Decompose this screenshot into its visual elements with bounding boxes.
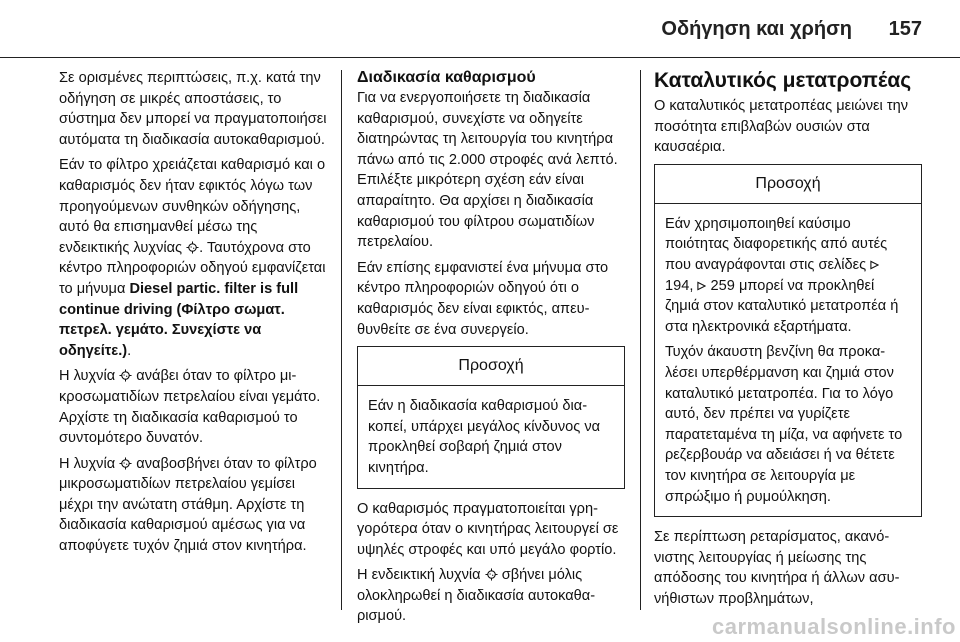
caution-box bbox=[357, 346, 625, 488]
text: . Ταυτόχρονα στο κέντρο πληροφοριών οδηγού εμφανίζεται το μήνυμα bbox=[59, 239, 326, 297]
caution-text: Τυχόν άκαυστη βενζίνη θα προκαλέσει υπερθέρμανση και ζημιά στον καταλυτικό μετατροπέα. Για το λόγο αυτό, δεν πρέπει να γυρίζετε παρατεταμένα τη μίζα, να αφήνετε το ρεζερβουάρ να αδειάσει ή να θέτετε τον κινητήρα σε λειτουργία με σπρώξιμο ή ρυμούλκηση. bbox=[665, 344, 903, 505]
page-reference[interactable]: 194 bbox=[665, 277, 690, 294]
page-header bbox=[0, 0, 960, 58]
column-divider bbox=[640, 70, 641, 610]
caution-text: Εάν χρησιμοποιηθεί καύσιμο ποιότητας διαφορετικής από αυτές που αναγράφονται στις σελίδες 194, 259 μπορεί να προκληθεί ζημιά στον καταλυτικό μετατροπέα ή στα ηλεκτρονικά εξαρτήματα. bbox=[665, 215, 899, 335]
text: μπορεί να προκληθεί ζημιά στον καταλυτικό μετατροπέα ή στα ηλεκτρονικά εξαρτήματα. bbox=[665, 277, 899, 335]
paragraph: Εάν επίσης εμφανιστεί ένα μήνυμα στο κέντρο πληροφοριών οδηγού ότι ο καθαρισμός δεν είναι εφικτός, απευθυνθείτε σε ένα συνεργείο. bbox=[357, 259, 609, 338]
page-reference-arrow-icon bbox=[870, 260, 879, 270]
diesel-particulate-filter-lamp-icon bbox=[119, 457, 132, 470]
paragraph: Σε περίπτωση ρεταρίσματος, ακανόνιστης λειτουργίας ή μείωσης της απόδοσης του κινητήρα ή άλλων ασυνήθιστων προβλημάτων, bbox=[654, 529, 900, 607]
driver-info-message: Diesel partic. filter is full continue driving (Φίλτρο σωματ. πετρελ. γεμάτο. Συνεχίστε να οδηγείτε.) bbox=[59, 280, 299, 359]
text: Η λυχνία bbox=[59, 368, 116, 385]
diesel-particulate-filter-lamp-icon bbox=[119, 369, 132, 382]
paragraph: Ο καθαρισμός πραγματοποιείται γρηγορότερα όταν ο κινητήρας λειτουργεί σε υψηλές στροφές και υπό μεγάλο φορτίο. bbox=[357, 500, 619, 558]
section-heading: Καταλυτικός μετατροπέας bbox=[654, 69, 912, 92]
section-heading: Διαδικασία καθαρισμού bbox=[357, 69, 536, 86]
paragraph bbox=[59, 366, 327, 448]
caution-title: Προσοχή bbox=[655, 165, 921, 204]
paragraph bbox=[357, 565, 625, 627]
text: ανάβει όταν το φίλτρο μικροσωματιδίων πετρελαίου είναι γεμάτο. Αρχίστε τη διαδικασία καθαρισμού το συντομότερο δυνατόν. bbox=[59, 368, 321, 447]
page-number: 157 bbox=[888, 18, 922, 40]
column-divider bbox=[341, 70, 342, 610]
caution-title: Προσοχή bbox=[358, 347, 624, 386]
paragraph: Ο καταλυτικός μετατροπέας μειώνει την ποσότητα επιβλαβών ουσιών στα καυσαέρια. bbox=[654, 98, 909, 156]
caution-box bbox=[654, 164, 922, 517]
caution-text: Εάν η διαδικασία καθαρισμού διακοπεί, υπάρχει μεγάλος κίνδυνος να προκληθεί σοβαρή ζημιά στον κινητήρα. bbox=[368, 398, 601, 476]
text: Η λυχνία bbox=[59, 455, 116, 472]
paragraph bbox=[59, 454, 327, 557]
header-rule bbox=[0, 57, 960, 58]
page-title: Οδήγηση και χρήση bbox=[661, 18, 852, 40]
column-2 bbox=[357, 68, 625, 632]
text: Εάν το φίλτρο χρειάζεται καθαρισμό και ο καθαρισμός δεν ήταν εφικτός λόγω των προηγούμενων συνθηκών οδήγησης, αυτό θα επισημανθεί μέσω της ενδεικτικής λυχνίας bbox=[59, 157, 326, 256]
text: Η ενδεικτική λυχνία bbox=[357, 567, 481, 584]
watermark: carmanualsonline.info bbox=[712, 614, 956, 639]
column-3 bbox=[654, 68, 922, 614]
paragraph: Για να ενεργοποιήσετε τη διαδικασία καθαρισμού, συνεχίστε να οδηγείτε διατηρώντας τη λειτουργία του κινητήρα πάνω από τις 2.000 στροφές ανά λεπτό. Επιλέξτε μικρότερη σχέση εάν είναι απαραίτητο. Θα αρχίσει η διαδικασία καθαρισμού του φίλτρου σωματιδίων πετρελαίου. bbox=[357, 90, 618, 251]
column-1 bbox=[59, 68, 327, 562]
text: . bbox=[127, 342, 132, 359]
text: σβήνει μόλις ολοκληρωθεί η διαδικασία αυτοκαθαρισμού. bbox=[357, 567, 596, 625]
diesel-particulate-filter-lamp-icon bbox=[485, 568, 498, 581]
diesel-particulate-filter-lamp-icon bbox=[186, 241, 199, 254]
text: Εάν χρησιμοποιηθεί καύσιμο ποιότητας διαφορετικής από αυτές που αναγράφονται στις σελίδες bbox=[665, 215, 888, 273]
page-reference[interactable]: 259 bbox=[710, 277, 735, 294]
paragraph: Σε ορισμένες περιπτώσεις, π.χ. κατά την οδήγηση σε μικρές αποστάσεις, το σύστημα δεν μπορεί να πραγματοποιήσει αυτόματα τη διαδικασία αυτοκαθαρισμού. bbox=[59, 70, 327, 148]
paragraph bbox=[59, 155, 327, 361]
text: αναβοσβήνει όταν το φίλτρο μικροσωματιδίων πετρελαίου γεμίσει μέχρι την ανώτατη στάθμη. Αρχίστε τη διαδικασία καθαρισμού αμέσως για να αποφύγετε τυχόν ζημιά στον κινητήρα. bbox=[59, 455, 317, 555]
page-reference-arrow-icon bbox=[697, 281, 706, 291]
